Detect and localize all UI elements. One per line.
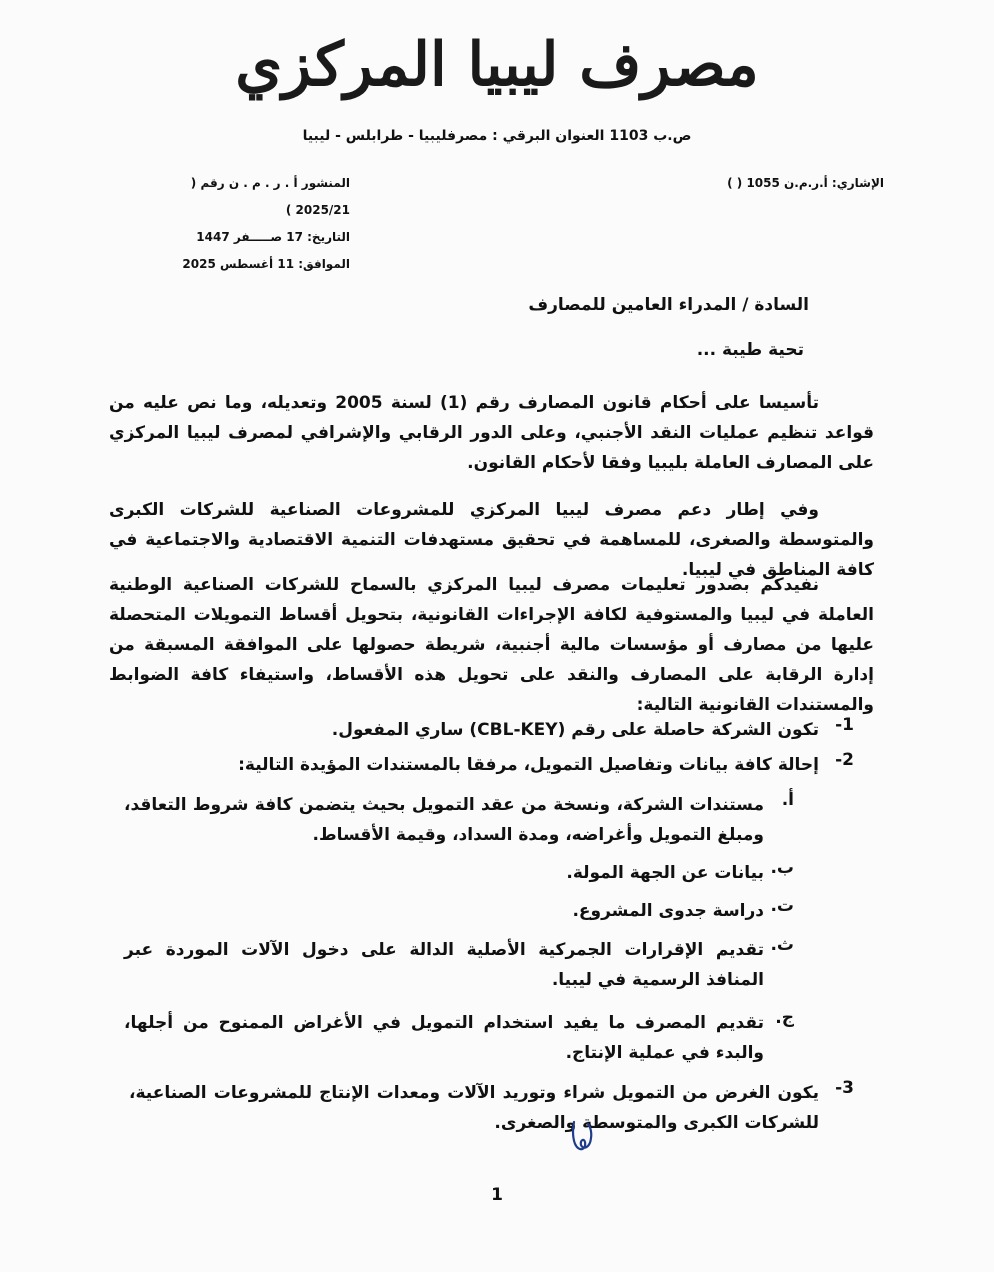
paragraph-1: تأسيسا على أحكام قانون المصارف رقم (1) لسنة 2005 وتعديله، وما نص عليه من قواعد تنظيم عمليات النقد الأجنبي، وعلى الدور الرقابي والإشرافي لمصرف ليبيا المركزي على المصارف العاملة بليبيا وفقا لأحكام القانون. — [109, 393, 874, 473]
date-hijri: التاريخ: 17 صـــــفر 1447 — [196, 230, 350, 244]
item-letter: ت. — [770, 896, 794, 916]
bank-address: ص.ب 1103 العنوان البرقي : مصرفليبيا - طرابلس - ليبيا — [302, 128, 692, 144]
circular-info — [150, 170, 350, 278]
item-letter: ب. — [770, 858, 794, 878]
reference-number: الإشاري: أ.ر.م.ن 1055 ( ) — [727, 176, 884, 190]
greeting: تحية طيبة ... — [696, 340, 804, 360]
numbered-item: تكون الشركة حاصلة على رقم (CBL-KEY) ساري المفعول. — [331, 720, 819, 740]
addressee: السادة / المدراء العامين للمصارف — [528, 295, 809, 315]
numbered-item: يكون الغرض من التمويل شراء وتوريد الآلات ومعدات الإنتاج للمشروعات الصناعية، للشركات الكبرى والمتوسطة والصغرى. — [129, 1083, 819, 1133]
numbered-item: إحالة كافة بيانات وتفاصيل التمويل، مرفقا بالمستندات المؤيدة التالية: — [238, 755, 819, 775]
paragraph-3: نفيدكم بصدور تعليمات مصرف ليبيا المركزي بالسماح للشركات الصناعية الوطنية العاملة في ليبيا والمستوفية لكافة الإجراءات القانونية، بتحويل أقساط التمويلات المتحصلة عليها من مصارف أو مؤسسات مالية أجنبية، شريطة حصولها على الموافقة المسبقة من إدارة الرقابة على المصارف والنقد على تحويل هذه الأقساط، واستيفاء كافة الضوابط والمستندات القانونية التالية: — [109, 575, 874, 715]
reference-block — [654, 170, 884, 197]
paragraph-2: وفي إطار دعم مصرف ليبيا المركزي للمشروعات الصناعية للشركات الكبرى والمتوسطة والصغرى، للمساهمة في تحقيق مستهدفات التنمية الاقتصادية والاجتماعية في كافة المناطق في ليبيا. — [109, 500, 874, 580]
item-number: 2- — [835, 750, 854, 770]
lettered-item: دراسة جدوى المشروع. — [572, 901, 764, 921]
date-gregorian: الموافق: 11 أغسطس 2025 — [182, 257, 350, 271]
bank-logo: مصرف ليبيا المركزي — [235, 30, 759, 100]
lettered-item: مستندات الشركة، ونسخة من عقد التمويل بحيث يتضمن كافة شروط التعاقد، ومبلغ التمويل وأغراضه، ومدة السداد، وقيمة الأقساط. — [124, 795, 764, 845]
item-letter: ج. — [775, 1008, 794, 1028]
item-number: 1- — [835, 715, 854, 735]
item-letter: أ. — [781, 790, 794, 810]
lettered-item: تقديم المصرف ما يفيد استخدام التمويل في الأغراض الممنوح من أجلها، والبدء في عملية الإنتاج. — [124, 1013, 764, 1063]
lettered-item: بيانات عن الجهة المولة. — [566, 863, 764, 883]
initials-signature — [566, 1118, 596, 1154]
page-number: 1 — [491, 1185, 503, 1205]
lettered-item: تقديم الإقرارات الجمركية الأصلية الدالة على دخول الآلات الموردة عبر المنافذ الرسمية في ليبيا. — [124, 940, 764, 990]
circular-number: المنشور أ . ر . م . ن رقم ( 2025/21 ) — [190, 176, 350, 217]
item-number: 3- — [835, 1078, 854, 1098]
item-letter: ث. — [770, 935, 794, 955]
